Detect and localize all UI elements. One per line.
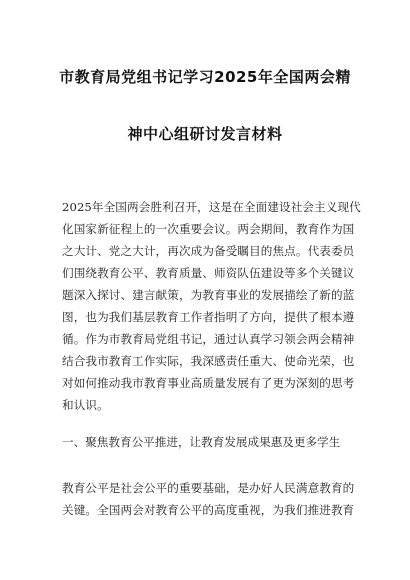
paragraph-line: 关键。全国两会对教育公平的高度重视，为我们推进教育: [62, 503, 355, 517]
paragraph-line: 题深入探讨、建言献策，为教育事业的发展描绘了新的蓝: [62, 288, 355, 302]
paragraph-line: 之大计、党之大计，再次成为备受瞩目的焦点。代表委员: [62, 244, 355, 258]
paragraph-line: 和认识。: [62, 398, 109, 412]
document-title-line-1: 市教育局党组书记学习2025年全国两会精: [59, 68, 351, 86]
paragraph-line: 结合我市教育工作实际，我深感责任重大、使命光荣，也: [62, 354, 355, 368]
section-heading: 一、聚焦教育公平推进，让教育发展成果惠及更多学生: [62, 435, 341, 449]
document-title-line-2: 神中心组研讨发言材料: [127, 125, 283, 143]
paragraph-line: 2025年全国两会胜利召开，这是在全面建设社会主义现代: [62, 200, 361, 214]
paragraph-line: 对如何推动我市教育事业高质量发展有了更为深刻的思考: [62, 376, 355, 390]
paragraph-line: 化国家新征程上的一次重要会议。两会期间，教育作为国: [62, 222, 355, 236]
paragraph-line: 教育公平是社会公平的重要基础，是办好人民满意教育的: [62, 481, 355, 495]
paragraph-line: 们围绕教育公平、教育质量、师资队伍建设等多个关键议: [62, 266, 355, 280]
paragraph-line: 图，也为我们基层教育工作者指明了方向，提供了根本遵: [62, 310, 355, 324]
paragraph-line: 循。作为市教育局党组书记，通过认真学习领会两会精神: [62, 332, 355, 346]
